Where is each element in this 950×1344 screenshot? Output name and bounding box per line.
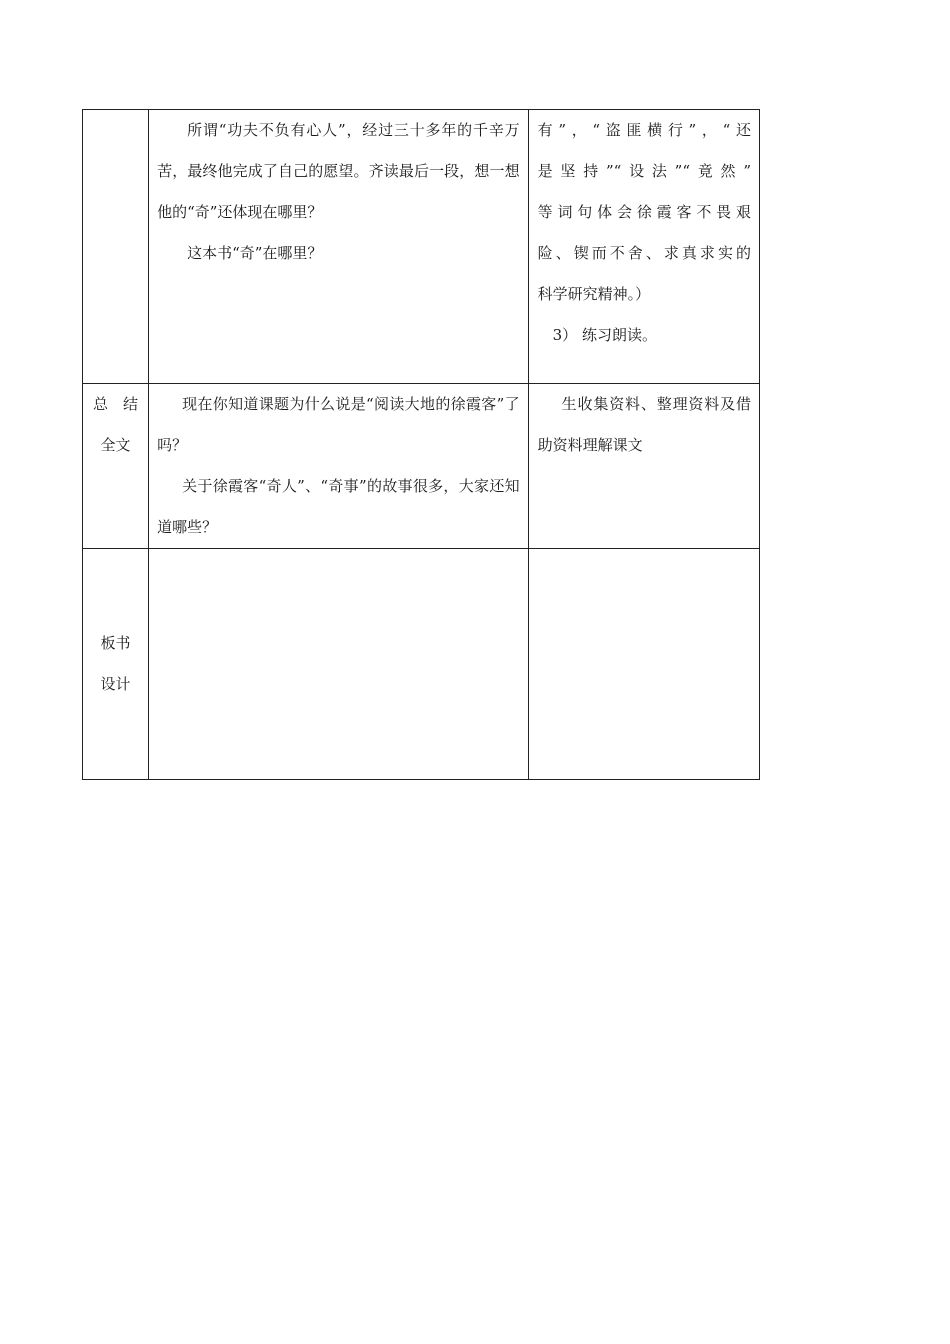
- student-activity-cell: [528, 110, 759, 384]
- teacher-activity-cell: [149, 384, 529, 549]
- teacher-paragraph: 这本书“奇”在哪里？: [187, 244, 323, 262]
- teacher-paragraph: 所谓“功夫不负有心人”，经过三十多年的千辛万苦，最终他完成了自己的愿望。齐读最后一段，想一想他的“奇”还体现在哪里？: [157, 121, 520, 221]
- teacher-activity-cell: [149, 549, 529, 780]
- row-label: 板书: [100, 634, 131, 652]
- student-line: 有”，“盗匪横行”，“还: [537, 121, 751, 139]
- row-label-cell: [83, 384, 149, 549]
- table-row: [83, 110, 760, 384]
- student-line: 等词句体会徐霞客不畏艰: [537, 203, 751, 221]
- row-label-cell: [83, 110, 149, 384]
- student-line: 是坚持”“设法”“竟然”: [537, 162, 751, 180]
- row-label: 设计: [100, 675, 131, 693]
- teacher-paragraph: 关于徐霞客“奇人”、“奇事”的故事很多，大家还知道哪些？: [157, 477, 520, 536]
- student-activity-cell: [528, 384, 759, 549]
- teacher-paragraph: 现在你知道课题为什么说是“阅读大地的徐霞客”了吗？: [157, 395, 520, 454]
- table-row: [83, 384, 760, 549]
- lesson-plan-table: [82, 109, 760, 780]
- row-label: 全文: [100, 436, 131, 454]
- student-line: 3） 练习朗读。: [552, 326, 657, 344]
- row-label: 总 结: [93, 395, 139, 413]
- row-label-cell: [83, 549, 149, 780]
- table-row: [83, 549, 760, 780]
- student-paragraph: 生收集资料、整理资料及借助资料理解课文: [537, 395, 751, 454]
- student-activity-cell: [528, 549, 759, 780]
- student-line: 科学研究精神。）: [537, 285, 651, 303]
- student-line: 险、锲而不舍、求真求实的: [537, 244, 751, 262]
- teacher-activity-cell: [149, 110, 529, 384]
